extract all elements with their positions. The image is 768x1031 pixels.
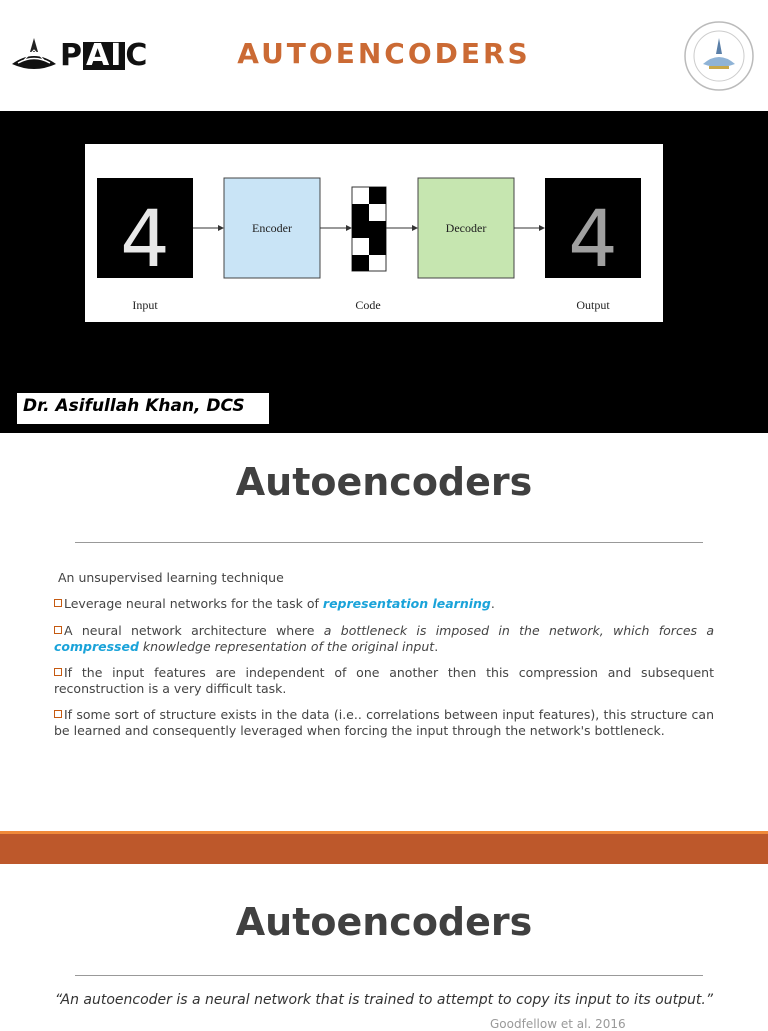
slide2-intro: An unsupervised learning technique xyxy=(58,570,284,585)
checkbox-bullet-icon xyxy=(54,599,62,607)
checkbox-bullet-icon xyxy=(54,626,62,634)
slide-separator-band xyxy=(0,834,768,864)
slide3-heading: Autoencoders xyxy=(235,900,533,944)
quote-citation: Goodfellow et al. 2016 xyxy=(490,1017,626,1031)
decoder-label: Decoder xyxy=(445,221,487,235)
autoencoder-diagram xyxy=(85,144,663,322)
slide-title: AUTOENCODERS xyxy=(237,37,531,70)
title-slide xyxy=(0,0,768,433)
bullet-item: If the input features are independent of one another then this compression and subsequent reconstruction is a very difficult task. xyxy=(54,665,714,696)
checkbox-bullet-icon xyxy=(54,710,62,718)
definition-quote: “An autoencoder is a neural network that is trained to attempt to copy its input to its output.” xyxy=(54,992,714,1008)
bullet-item: If some sort of structure exists in the data (i.e.. correlations between input features), this structure can be learned and consequently leveraged when forcing the input through the network's bottleneck. xyxy=(54,707,714,738)
output-label: Output xyxy=(576,298,610,312)
institute-seal-icon xyxy=(683,20,755,92)
output-digit: 4 xyxy=(568,195,618,285)
bullet-item: Leverage neural networks for the task of representation learning. xyxy=(54,596,714,612)
slide2-divider xyxy=(75,542,703,543)
encoder-label: Encoder xyxy=(252,221,292,235)
slide3-divider xyxy=(75,975,703,976)
input-label: Input xyxy=(132,298,158,312)
title-slide-header xyxy=(0,0,768,111)
bullet-item: A neural network architecture where a bottleneck is imposed in the network, which forces a compressed knowledge representation of the original input. xyxy=(54,623,715,654)
code-bottleneck xyxy=(352,187,386,271)
author-label: Dr. Asifullah Khan, DCS xyxy=(17,393,269,424)
slide2-heading: Autoencoders xyxy=(235,460,533,504)
paic-wordmark: P AI C xyxy=(60,38,149,73)
checkbox-bullet-icon xyxy=(54,668,62,676)
input-digit: 4 xyxy=(120,195,170,285)
code-label: Code xyxy=(355,298,381,312)
